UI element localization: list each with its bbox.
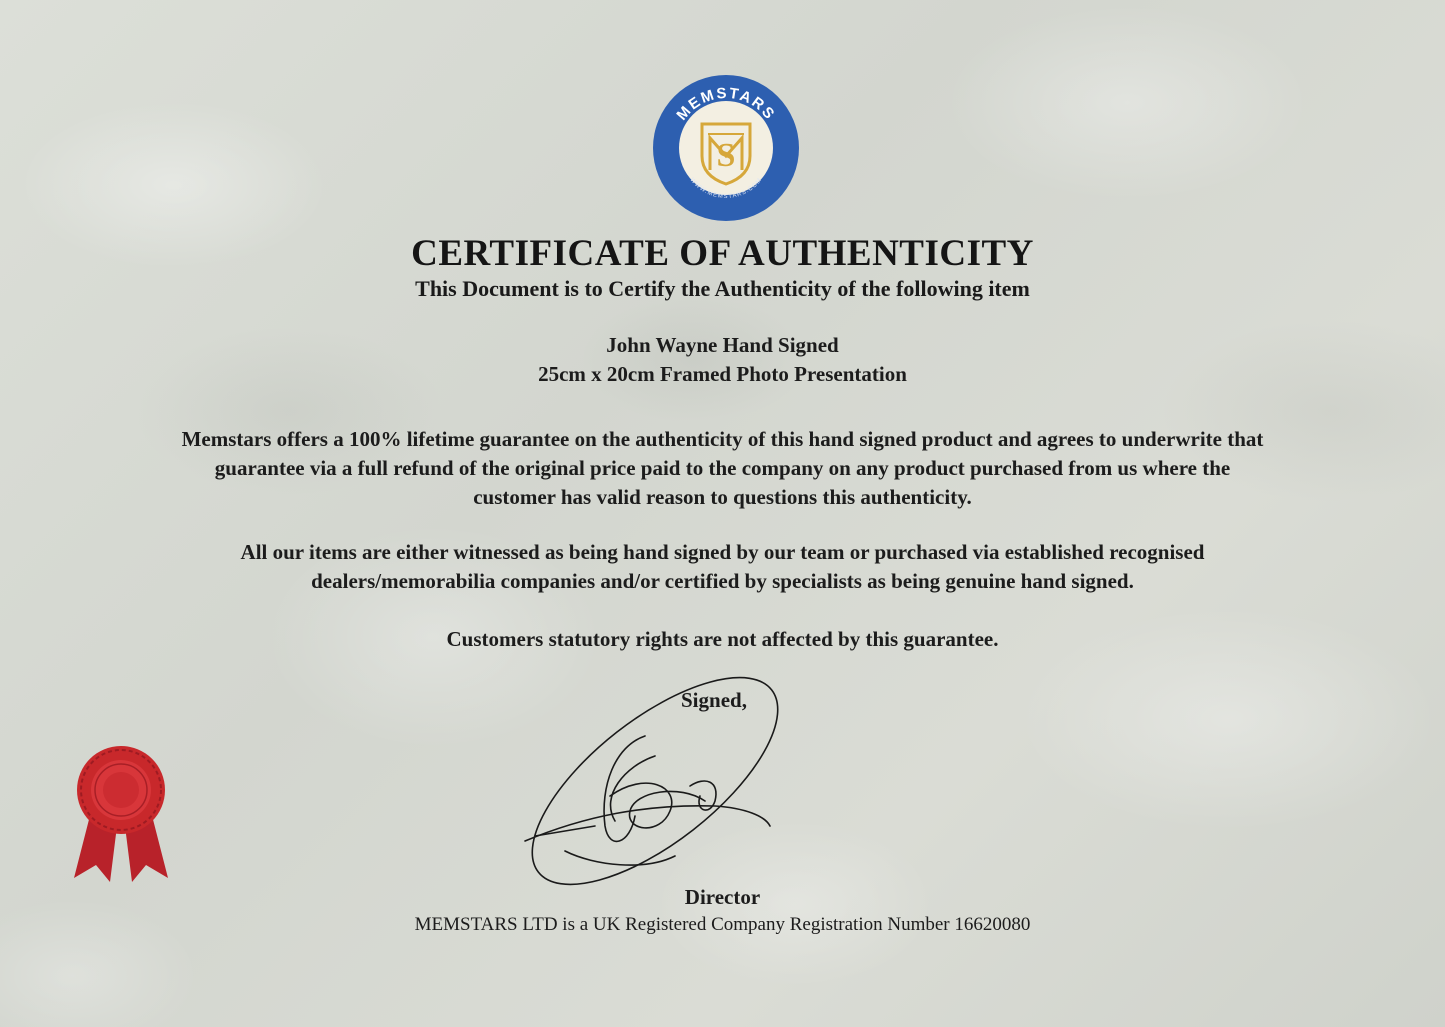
red-ribbon-seal-icon xyxy=(66,740,176,885)
sourcing-paragraph xyxy=(60,538,1385,596)
signed-label: Signed, xyxy=(681,688,747,712)
statutory-rights-text xyxy=(60,625,1385,654)
guarantee-paragraph xyxy=(60,425,1385,512)
company-registration: MEMSTARS LTD is a UK Registered Company Registration Number 16620080 xyxy=(414,914,1031,935)
guarantee-line: guarantee via a full refund of the original price paid to the company on any product purchased from us where the xyxy=(214,456,1231,480)
guarantee-line: Memstars offers a 100% lifetime guarantee on the authenticity of this hand signed product and agrees to underwrite that xyxy=(181,427,1264,451)
sourcing-line: All our items are either witnessed as being hand signed by our team or purchased via established recognised xyxy=(240,540,1205,564)
item-description: 25cm x 20cm Framed Photo Presentation xyxy=(538,362,907,386)
certificate-subtitle: This Document is to Certify the Authenticity of the following item xyxy=(415,276,1030,301)
guarantee-line: customer has valid reason to questions this authenticity. xyxy=(473,485,972,509)
memstars-logo xyxy=(652,74,800,222)
signer-role: Director xyxy=(684,885,761,909)
svg-text:S: S xyxy=(716,137,736,174)
statutory-line: Customers statutory rights are not affected by this guarantee. xyxy=(446,627,999,651)
certificate-title: CERTIFICATE OF AUTHENTICITY xyxy=(411,233,1034,274)
svg-text:MEMSTARS: MEMSTARS xyxy=(673,84,779,124)
svg-text:WWW.MEMSTARS.COM: WWW.MEMSTARS.COM xyxy=(688,177,764,201)
sourcing-line: dealers/memorabilia companies and/or certified by specialists as being genuine hand signed. xyxy=(311,569,1134,593)
handwritten-signature xyxy=(505,676,805,891)
item-title: John Wayne Hand Signed xyxy=(606,333,839,357)
